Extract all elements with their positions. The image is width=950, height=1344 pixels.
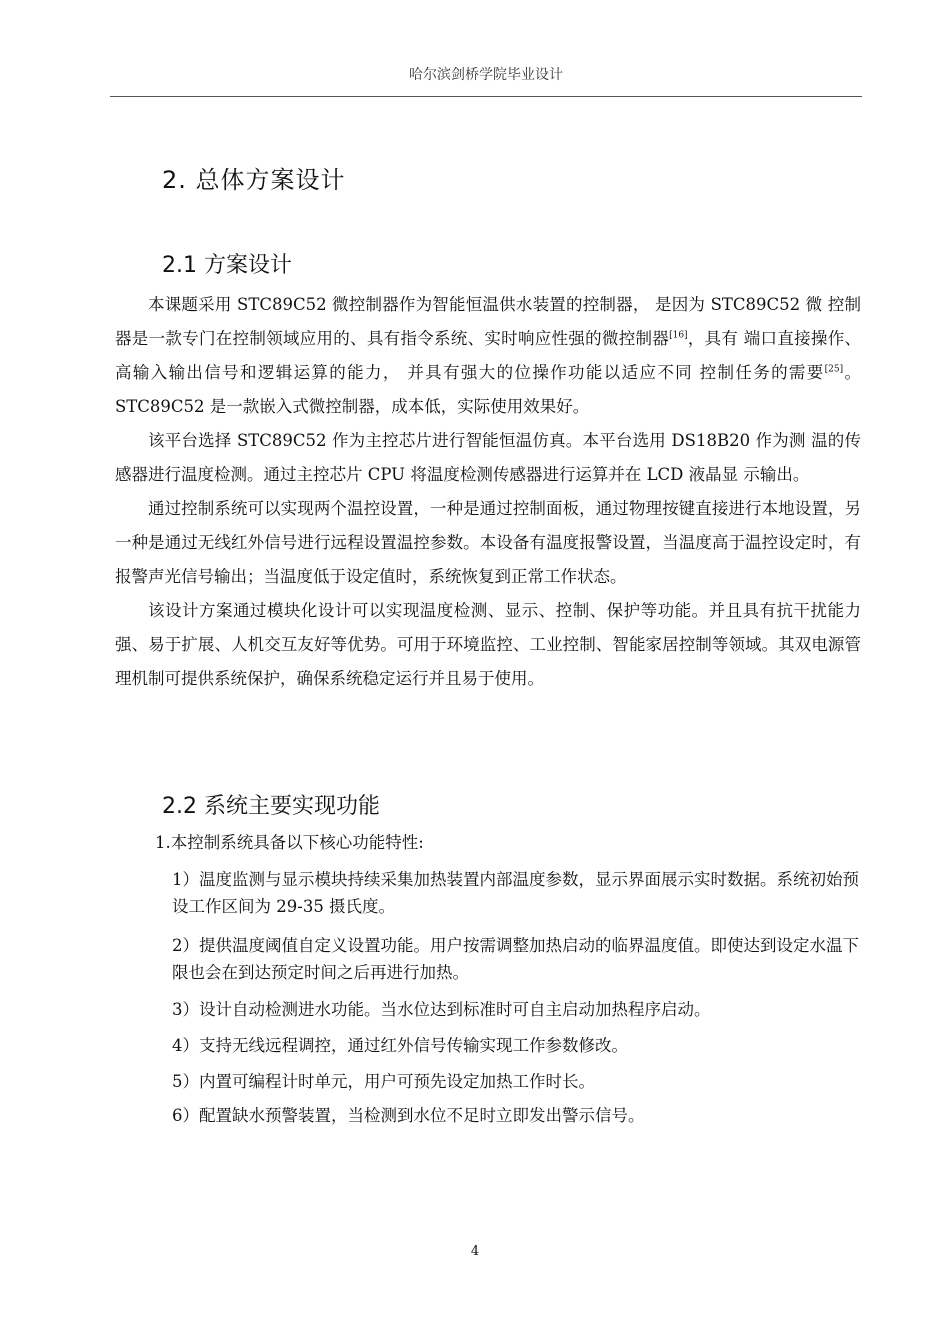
paragraph-1: 本课题采用 STC89C52 微控制器作为智能恒温供水装置的控制器， 是因为 STC89C52 微 控制器是一款专门在控制领域应用的、具有指令系统、实时响应性强的微控制器[16]，具有 端口直接操作、高输入输出信号和逻辑运算的能力， 并具有强大的位操作功能以适应不同 控制任务的需要[25]。STC89C52 是一款嵌入式微控制器，成本低，实际使用效果好。: [115, 295, 861, 416]
feature-item: 1）温度监测与显示模块持续采集加热装置内部温度参数，显示界面展示实时数据。系统初始预设工作区间为 29-35 摄氏度。: [172, 870, 859, 916]
section-2-1-body: [115, 288, 861, 696]
feature-item: 3）设计自动检测进水功能。当水位达到标准时可自主启动加热程序启动。: [172, 1000, 711, 1019]
citation-16: [16]: [669, 330, 688, 341]
section-title-2-2: 2.2 系统主要实现功能: [162, 794, 380, 819]
feature-item: 2）提供温度阈值自定义设置功能。用户按需调整加热启动的临界温度值。即使达到设定水温下限也会在到达预定时间之后再进行加热。: [172, 936, 859, 982]
chapter-title: 2. 总体方案设计: [162, 166, 346, 194]
citation-25: [25]: [824, 364, 844, 375]
section-title-2-1: 2.1 方案设计: [162, 253, 292, 278]
feature-item: 4）支持无线远程调控，通过红外信号传输实现工作参数修改。: [172, 1036, 628, 1055]
feature-list-intro: 1.本控制系统具备以下核心功能特性:: [155, 833, 424, 852]
feature-item: 5）内置可编程计时单元，用户可预先设定加热工作时长。: [172, 1072, 595, 1091]
header-divider: [110, 96, 862, 97]
feature-item: 6）配置缺水预警装置，当检测到水位不足时立即发出警示信号。: [172, 1106, 645, 1125]
page-header: 哈尔滨剑桥学院毕业设计: [409, 67, 563, 83]
paragraph-3: 通过控制系统可以实现两个温控设置，一种是通过控制面板，通过物理按键直接进行本地设置，另一种是通过无线红外信号进行远程设置温控参数。本设备有温度报警设置，当温度高于温控设定时，有报警声光信号输出；当温度低于设定值时，系统恢复到正常工作状态。: [115, 499, 861, 586]
paragraph-2: 该平台选择 STC89C52 作为主控芯片进行智能恒温仿真。本平台选用 DS18B20 作为测 温的传感器进行温度检测。通过主控芯片 CPU 将温度检测传感器进行运算并在 LCD 液晶显 示输出。: [115, 431, 861, 484]
page-number: 4: [470, 1244, 480, 1259]
paragraph-4: 该设计方案通过模块化设计可以实现温度检测、显示、控制、保护等功能。并且具有抗干扰能力强、易于扩展、人机交互友好等优势。可用于环境监控、工业控制、智能家居控制等领域。其双电源管理机制可提供系统保护，确保系统稳定运行并且易于使用。: [115, 601, 861, 688]
